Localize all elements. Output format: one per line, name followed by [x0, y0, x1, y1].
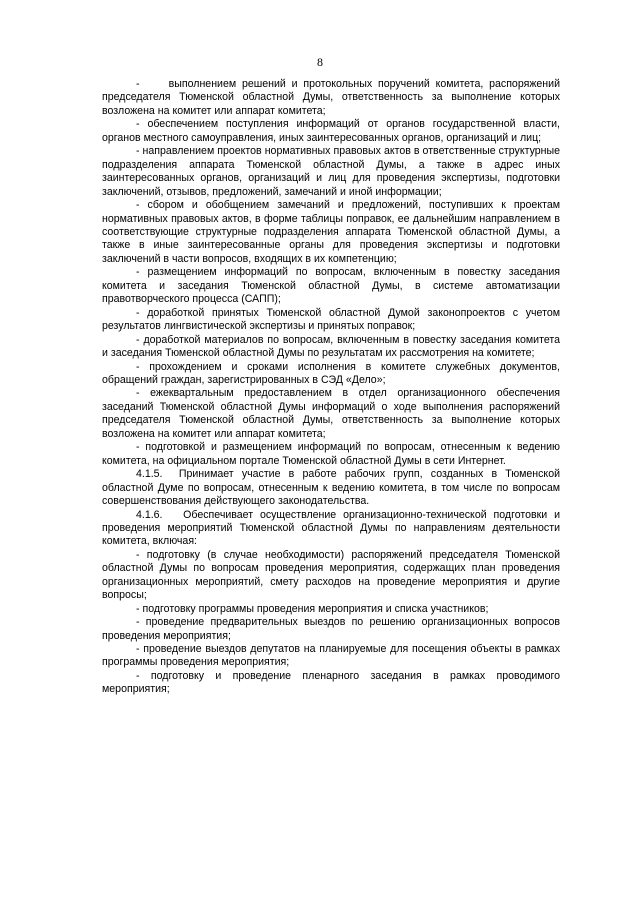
- paragraph: - подготовку и проведение пленарного заседания в рамках проводимого мероприятия;: [102, 669, 560, 696]
- paragraph: - доработкой принятых Тюменской областной Думой законопроектов с учетом результатов лингвистической экспертизы и принятых поправок;: [102, 306, 560, 333]
- paragraph: 4.1.6. Обеспечивает осуществление организационно-технической подготовки и проведения мероприятий Тюменской областной Думы по направлениям деятельности комитета, включая:: [102, 508, 560, 548]
- paragraph: - проведение предварительных выездов по решению организационных вопросов проведения мероприятия;: [102, 616, 560, 642]
- document-body: [102, 78, 560, 697]
- paragraph: - подготовкой и размещением информаций по вопросам, отнесенным к ведению комитета, на официальном портале Тюменской областной Думы в сети Интернет.: [102, 441, 560, 467]
- paragraph: - подготовку (в случае необходимости) распоряжений председателя Тюменской областной Думы по вопросам проведения мероприятия, содержащих план проведения организационных мероприятий, смету расходов на проведение мероприятия и другие вопросы;: [102, 548, 560, 602]
- paragraph: - доработкой материалов по вопросам, включенным в повестку заседания комитета и заседания Тюменской областной Думы по результатам их рассмотрения на комитете;: [102, 333, 560, 360]
- paragraph: - подготовку программы проведения мероприятия и списка участников;: [136, 602, 489, 615]
- paragraph: - размещением информаций по вопросам, включенным в повестку заседания комитета и заседания Тюменской областной Думы, в системе автоматизации правотворческого процесса (САПП);: [102, 266, 560, 306]
- paragraph: - обеспечением поступления информаций от органов государственной власти, органов местного самоуправления, иных заинтересованных органов, организаций и лиц;: [102, 118, 560, 144]
- page-number: 8: [317, 55, 323, 69]
- paragraph: 4.1.5. Принимает участие в работе рабочих групп, созданных в Тюменской областной Думе по вопросам, отнесенным к ведению комитета, в том числе по вопросам совершенствования действующего законодательства.: [102, 468, 560, 508]
- paragraph: - прохождением и сроками исполнения в комитете служебных документов, обращений граждан, зарегистрированных в СЭД «Дело»;: [102, 360, 560, 386]
- paragraph: - направлением проектов нормативных правовых актов в ответственные структурные подразделения аппарата Тюменской областной Думы, а также в адрес иных заинтересованных органов, организаций и лиц для проведения экспертизы, подготовки заключений, отзывов, предложений, замечаний и иной информации;: [102, 145, 560, 198]
- paragraph: - сбором и обобщением замечаний и предложений, поступивших к проектам нормативных правовых актов, в форме таблицы поправок, ее дальнейшим направлением в соответствующие структурные подразделения аппарата Тюменской областной Думы, а также в иные заинтересованные органы для проведения экспертизы и подготовки заключений в части вопросов, входящих в их компетенцию;: [102, 199, 560, 265]
- paragraph: - выполнением решений и протокольных поручений комитета, распоряжений председателя Тюменской областной Думы, ответственность за выполнение которых возложена на комитет или аппарат комитета;: [102, 78, 560, 117]
- paragraph: - ежеквартальным предоставлением в отдел организационного обеспечения заседаний Тюменской областной Думы информаций о ходе выполнения распоряжений председателя Тюменской областной Думы, ответственность за выполнение которых возложена на комитет или аппарат комитета;: [102, 387, 560, 440]
- paragraph: - проведение выездов депутатов на планируемые для посещения объекты в рамках программы проведения мероприятия;: [102, 643, 560, 669]
